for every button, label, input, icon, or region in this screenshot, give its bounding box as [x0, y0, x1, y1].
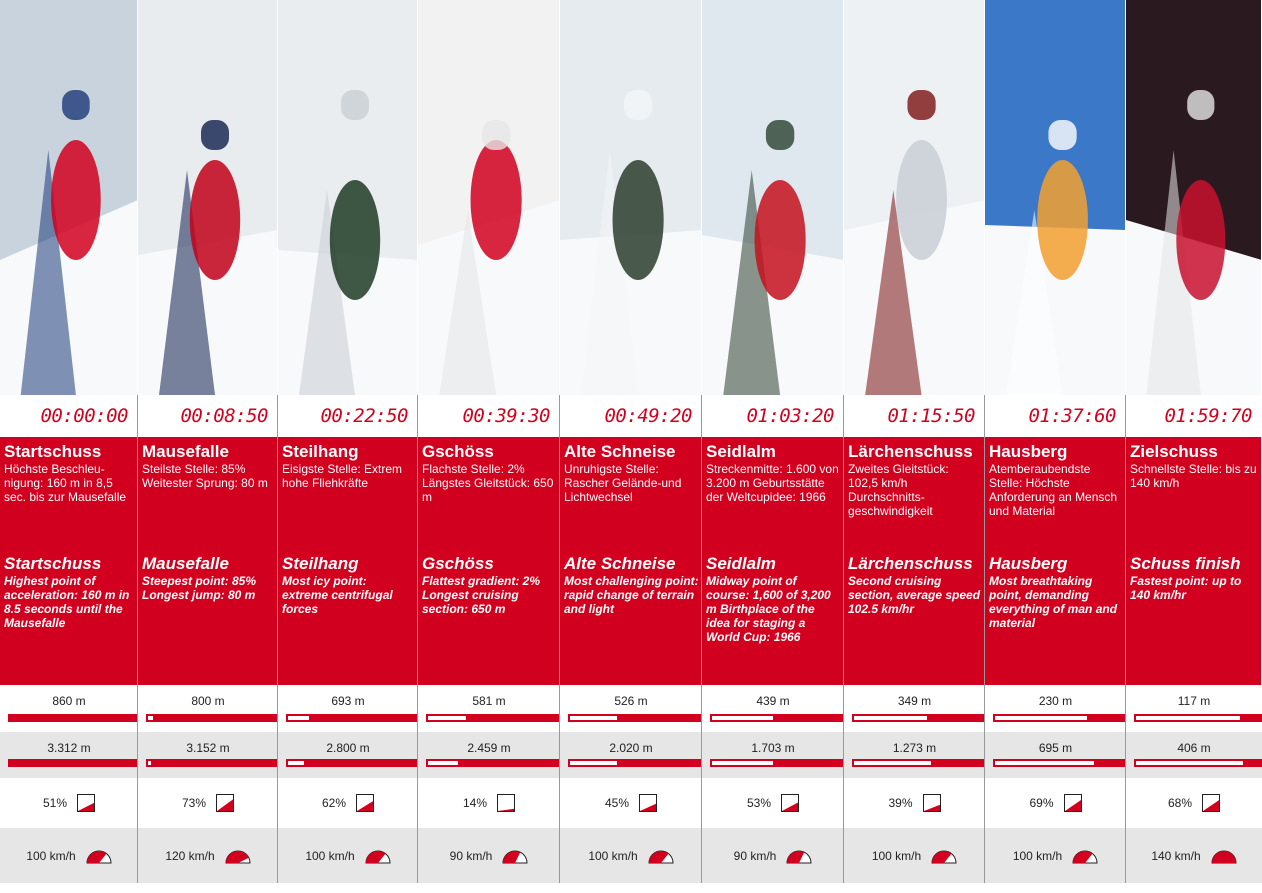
- section-column: [1126, 0, 1262, 893]
- gradient-label: 14%: [462, 796, 488, 810]
- section-info: [0, 437, 137, 685]
- german-description: Atemberaubendste Stelle: Höchste Anforderung an Mensch und Material: [989, 462, 1118, 518]
- bottom-strip: [0, 883, 1262, 893]
- german-title: Lärchenschuss: [848, 442, 973, 461]
- speedometer-icon: [86, 848, 112, 864]
- altitude-label: 2.459 m: [467, 741, 511, 755]
- distance-row: [985, 685, 1126, 732]
- altitude-bar-fill: [712, 761, 773, 765]
- speed-row: [418, 828, 560, 883]
- section-column: [418, 0, 560, 893]
- distance-bar-fill: [288, 716, 309, 720]
- altitude-bar: [286, 759, 418, 767]
- gradient-row: [560, 778, 702, 828]
- altitude-label: 1.703 m: [751, 741, 795, 755]
- column-divider: [701, 395, 702, 893]
- column-divider: [277, 395, 278, 893]
- section-info: [702, 437, 843, 685]
- gradient-cell: [138, 778, 278, 828]
- section-info: [418, 437, 559, 685]
- english-title: Schuss finish: [1130, 554, 1241, 573]
- section-time: 00:08:50: [138, 395, 278, 437]
- altitude-bar-fill: [570, 761, 617, 765]
- distance-label: 860 m: [52, 694, 86, 708]
- distance-bar: [8, 714, 138, 722]
- section-time: 01:15:50: [844, 395, 985, 437]
- section-time: 00:00:00: [0, 395, 138, 437]
- section-photo: [844, 0, 984, 395]
- distance-bar: [286, 714, 418, 722]
- speed-label: 100 km/h: [26, 848, 76, 863]
- altitude-bar: [710, 759, 844, 767]
- section-info: [985, 437, 1125, 685]
- german-description: Zweites Gleitstück: 102,5 km/h Durchschnitts-geschwindigkeit: [848, 462, 949, 518]
- german-description: Schnellste Stelle: bis zu 140 km/h: [1130, 462, 1257, 490]
- distance-row: [138, 685, 278, 732]
- gradient-cell: [844, 778, 985, 828]
- gradient-label: 53%: [746, 796, 772, 810]
- altitude-bar-fill: [428, 761, 458, 765]
- distance-bar-fill: [995, 716, 1087, 720]
- distance-label: 117 m: [1177, 694, 1211, 708]
- slope-icon: [639, 794, 657, 812]
- altitude-row: [0, 732, 138, 778]
- distance-label: 526 m: [614, 694, 648, 708]
- altitude-bar-fill: [995, 761, 1094, 765]
- section-column: [138, 0, 278, 893]
- speedometer-icon: [786, 848, 812, 864]
- distance-bar-fill: [1136, 716, 1240, 720]
- english-block: [4, 555, 135, 630]
- gradient-cell: [702, 778, 844, 828]
- altitude-label: 3.152 m: [186, 741, 230, 755]
- altitude-bar: [8, 759, 138, 767]
- altitude-bar: [146, 759, 278, 767]
- speed-cell: [560, 828, 702, 883]
- german-title: Startschuss: [4, 442, 102, 461]
- gradient-cell: [1126, 778, 1262, 828]
- distance-label: 230 m: [1038, 694, 1073, 708]
- distance-bar-fill: [712, 716, 773, 720]
- speedometer-icon: [225, 848, 251, 864]
- distance-label: 439 m: [756, 694, 790, 708]
- speed-cell: [138, 828, 278, 883]
- section-column: [278, 0, 418, 893]
- speedometer-icon: [931, 848, 957, 864]
- english-block: [1130, 555, 1259, 602]
- speed-label: 140 km/h: [1151, 848, 1201, 863]
- distance-row: [844, 685, 985, 732]
- speed-row: [278, 828, 418, 883]
- english-description: Most breathtaking point, demanding everything of man and material: [989, 574, 1118, 630]
- altitude-bar: [426, 759, 560, 767]
- section-time: 00:49:20: [560, 395, 702, 437]
- altitude-row: [278, 732, 418, 778]
- distance-bar: [993, 714, 1126, 722]
- gradient-label: 39%: [888, 796, 913, 810]
- german-title: Alte Schneise: [564, 442, 676, 461]
- altitude-row: [702, 732, 844, 778]
- section-info: [1126, 437, 1261, 685]
- distance-label: 581 m: [472, 694, 506, 708]
- slope-icon: [781, 794, 799, 812]
- english-block: [848, 555, 982, 616]
- gradient-row: [985, 778, 1126, 828]
- speed-cell: [418, 828, 560, 883]
- section-photo: [138, 0, 277, 395]
- altitude-label: 695 m: [1038, 741, 1073, 755]
- speedometer-icon: [1211, 848, 1237, 864]
- english-block: [706, 555, 841, 644]
- section-time: 00:22:50: [278, 395, 418, 437]
- column-divider: [559, 395, 560, 893]
- gradient-row: [418, 778, 560, 828]
- section-info: [844, 437, 984, 685]
- gradient-row: [138, 778, 278, 828]
- slope-icon: [497, 794, 515, 812]
- speed-row: [1126, 828, 1262, 883]
- section-info: [138, 437, 277, 685]
- speedometer-icon: [502, 848, 528, 864]
- gradient-cell: [985, 778, 1126, 828]
- altitude-bar: [993, 759, 1126, 767]
- altitude-row: [138, 732, 278, 778]
- speedometer-icon: [648, 848, 674, 864]
- altitude-label: 3.312 m: [47, 741, 91, 755]
- altitude-row: [418, 732, 560, 778]
- column-divider: [843, 395, 844, 893]
- altitude-bar-fill: [854, 761, 931, 765]
- distance-label: 800 m: [191, 694, 225, 708]
- altitude-row: [1126, 732, 1262, 778]
- english-block: [989, 555, 1123, 630]
- english-title: Hausberg: [989, 554, 1068, 573]
- english-description: Midway point of course: 1,600 of 3,200 m Birthplace of the idea for staging a World Cup: 1966: [706, 574, 831, 644]
- speed-label: 90 km/h: [449, 848, 493, 863]
- section-column: [985, 0, 1126, 893]
- altitude-label: 406 m: [1177, 741, 1211, 755]
- column-divider: [1125, 395, 1126, 893]
- gradient-label: 45%: [604, 796, 630, 810]
- slope-icon: [923, 794, 941, 812]
- column-divider: [984, 395, 985, 893]
- gradient-label: 51%: [42, 796, 68, 810]
- english-description: Highest point of acceleration: 160 m in 8.5 seconds until the Mausefalle: [4, 574, 130, 630]
- speed-label: 100 km/h: [871, 848, 922, 863]
- german-description: Flachste Stelle: 2% Längstes Gleitstück: 650 m: [422, 462, 554, 504]
- gradient-row: [844, 778, 985, 828]
- section-photo: [702, 0, 843, 395]
- gradient-cell: [0, 778, 138, 828]
- section-info: [278, 437, 417, 685]
- distance-row: [0, 685, 138, 732]
- speed-cell: [702, 828, 844, 883]
- german-description: Steilste Stelle: 85% Weitester Sprung: 80 m: [142, 462, 268, 490]
- distance-bar: [1134, 714, 1262, 722]
- gradient-label: 69%: [1029, 796, 1054, 810]
- speed-cell: [0, 828, 138, 883]
- german-title: Mausefalle: [142, 442, 229, 461]
- english-description: Flattest gradient: 2% Longest cruising section: 650 m: [422, 574, 541, 616]
- distance-bar-fill: [428, 716, 466, 720]
- english-description: Most challenging point: rapid change of terrain and light: [564, 574, 699, 616]
- column-divider: [137, 395, 138, 893]
- altitude-bar-fill: [148, 761, 151, 765]
- english-block: [422, 555, 557, 616]
- section-column: [560, 0, 702, 893]
- german-title: Steilhang: [282, 442, 359, 461]
- distance-bar: [146, 714, 278, 722]
- speed-row: [0, 828, 138, 883]
- distance-label: 693 m: [331, 694, 365, 708]
- distance-row: [278, 685, 418, 732]
- altitude-bar: [852, 759, 985, 767]
- speedometer-icon: [1072, 848, 1098, 864]
- speed-label: 100 km/h: [588, 848, 638, 863]
- section-photo: [278, 0, 417, 395]
- speed-cell: [844, 828, 985, 883]
- speed-cell: [985, 828, 1126, 883]
- german-description: Höchste Beschleu-nigung: 160 m in 8,5 sec. bis zur Mausefalle: [4, 462, 127, 504]
- gradient-row: [0, 778, 138, 828]
- german-title: Seidlalm: [706, 442, 776, 461]
- distance-bar-fill: [148, 716, 153, 720]
- english-description: Steepest point: 85% Longest jump: 80 m: [142, 574, 257, 602]
- gradient-label: 62%: [321, 796, 347, 810]
- speed-row: [702, 828, 844, 883]
- speed-row: [844, 828, 985, 883]
- gradient-cell: [278, 778, 418, 828]
- german-title: Hausberg: [989, 442, 1068, 461]
- speed-cell: [1126, 828, 1262, 883]
- english-title: Seidlalm: [706, 554, 776, 573]
- slope-icon: [1202, 794, 1220, 812]
- gradient-row: [702, 778, 844, 828]
- english-title: Gschöss: [422, 554, 494, 573]
- section-time: 01:59:70: [1126, 395, 1262, 437]
- distance-bar: [852, 714, 985, 722]
- german-description: Eisigste Stelle: Extrem hohe Fliehkräfte: [282, 462, 403, 490]
- gradient-row: [278, 778, 418, 828]
- section-time: 01:03:20: [702, 395, 844, 437]
- english-block: [282, 555, 415, 616]
- altitude-row: [844, 732, 985, 778]
- altitude-bar: [1134, 759, 1262, 767]
- english-title: Lärchenschuss: [848, 554, 973, 573]
- section-time: 01:37:60: [985, 395, 1126, 437]
- altitude-label: 2.800 m: [326, 741, 370, 755]
- speed-cell: [278, 828, 418, 883]
- distance-bar: [568, 714, 702, 722]
- speedometer-icon: [365, 848, 391, 864]
- slope-icon: [356, 794, 374, 812]
- distance-row: [560, 685, 702, 732]
- column-divider: [417, 395, 418, 893]
- german-title: Gschöss: [422, 442, 494, 461]
- speed-row: [560, 828, 702, 883]
- section-photo: [0, 0, 137, 395]
- section-info: [560, 437, 701, 685]
- distance-bar: [426, 714, 560, 722]
- section-photo: [418, 0, 559, 395]
- distance-row: [702, 685, 844, 732]
- altitude-bar: [568, 759, 702, 767]
- gradient-cell: [560, 778, 702, 828]
- gradient-label: 73%: [181, 796, 207, 810]
- altitude-bar-fill: [1136, 761, 1243, 765]
- altitude-label: 1.273 m: [892, 741, 937, 755]
- speed-row: [985, 828, 1126, 883]
- distance-bar-fill: [570, 716, 617, 720]
- distance-bar-fill: [854, 716, 927, 720]
- distance-bar: [710, 714, 844, 722]
- section-column: [844, 0, 985, 893]
- slope-icon: [77, 794, 95, 812]
- german-description: Streckenmitte: 1.600 von 3.200 m Geburtsstätte der Weltcupidee: 1966: [706, 462, 839, 504]
- altitude-label: 2.020 m: [609, 741, 653, 755]
- section-photo: [985, 0, 1125, 395]
- english-description: Most icy point: extreme centrifugal forces: [282, 574, 393, 616]
- english-title: Startschuss: [4, 554, 102, 573]
- distance-row: [418, 685, 560, 732]
- english-description: Second cruising section, average speed 102.5 km/hr: [848, 574, 981, 616]
- altitude-row: [985, 732, 1126, 778]
- english-block: [564, 555, 699, 616]
- speed-row: [138, 828, 278, 883]
- german-description: Unruhigste Stelle: Rascher Gelände-und Lichtwechsel: [564, 462, 682, 504]
- distance-label: 349 m: [897, 694, 932, 708]
- english-title: Steilhang: [282, 554, 359, 573]
- slope-icon: [216, 794, 234, 812]
- section-time: 00:39:30: [418, 395, 560, 437]
- distance-row: [1126, 685, 1262, 732]
- gradient-row: [1126, 778, 1262, 828]
- speed-label: 100 km/h: [1012, 848, 1063, 863]
- speed-label: 120 km/h: [165, 848, 215, 863]
- section-column: [702, 0, 844, 893]
- english-description: Fastest point: up to 140 km/hr: [1130, 574, 1242, 602]
- english-block: [142, 555, 275, 602]
- german-title: Zielschuss: [1130, 442, 1218, 461]
- slope-icon: [1064, 794, 1082, 812]
- gradient-cell: [418, 778, 560, 828]
- section-photo: [1126, 0, 1261, 395]
- english-title: Alte Schneise: [564, 554, 676, 573]
- english-title: Mausefalle: [142, 554, 229, 573]
- section-column: [0, 0, 138, 893]
- section-photo: [560, 0, 701, 395]
- speed-label: 90 km/h: [733, 848, 777, 863]
- speed-label: 100 km/h: [305, 848, 355, 863]
- altitude-bar-fill: [288, 761, 304, 765]
- altitude-row: [560, 732, 702, 778]
- gradient-label: 68%: [1167, 796, 1193, 810]
